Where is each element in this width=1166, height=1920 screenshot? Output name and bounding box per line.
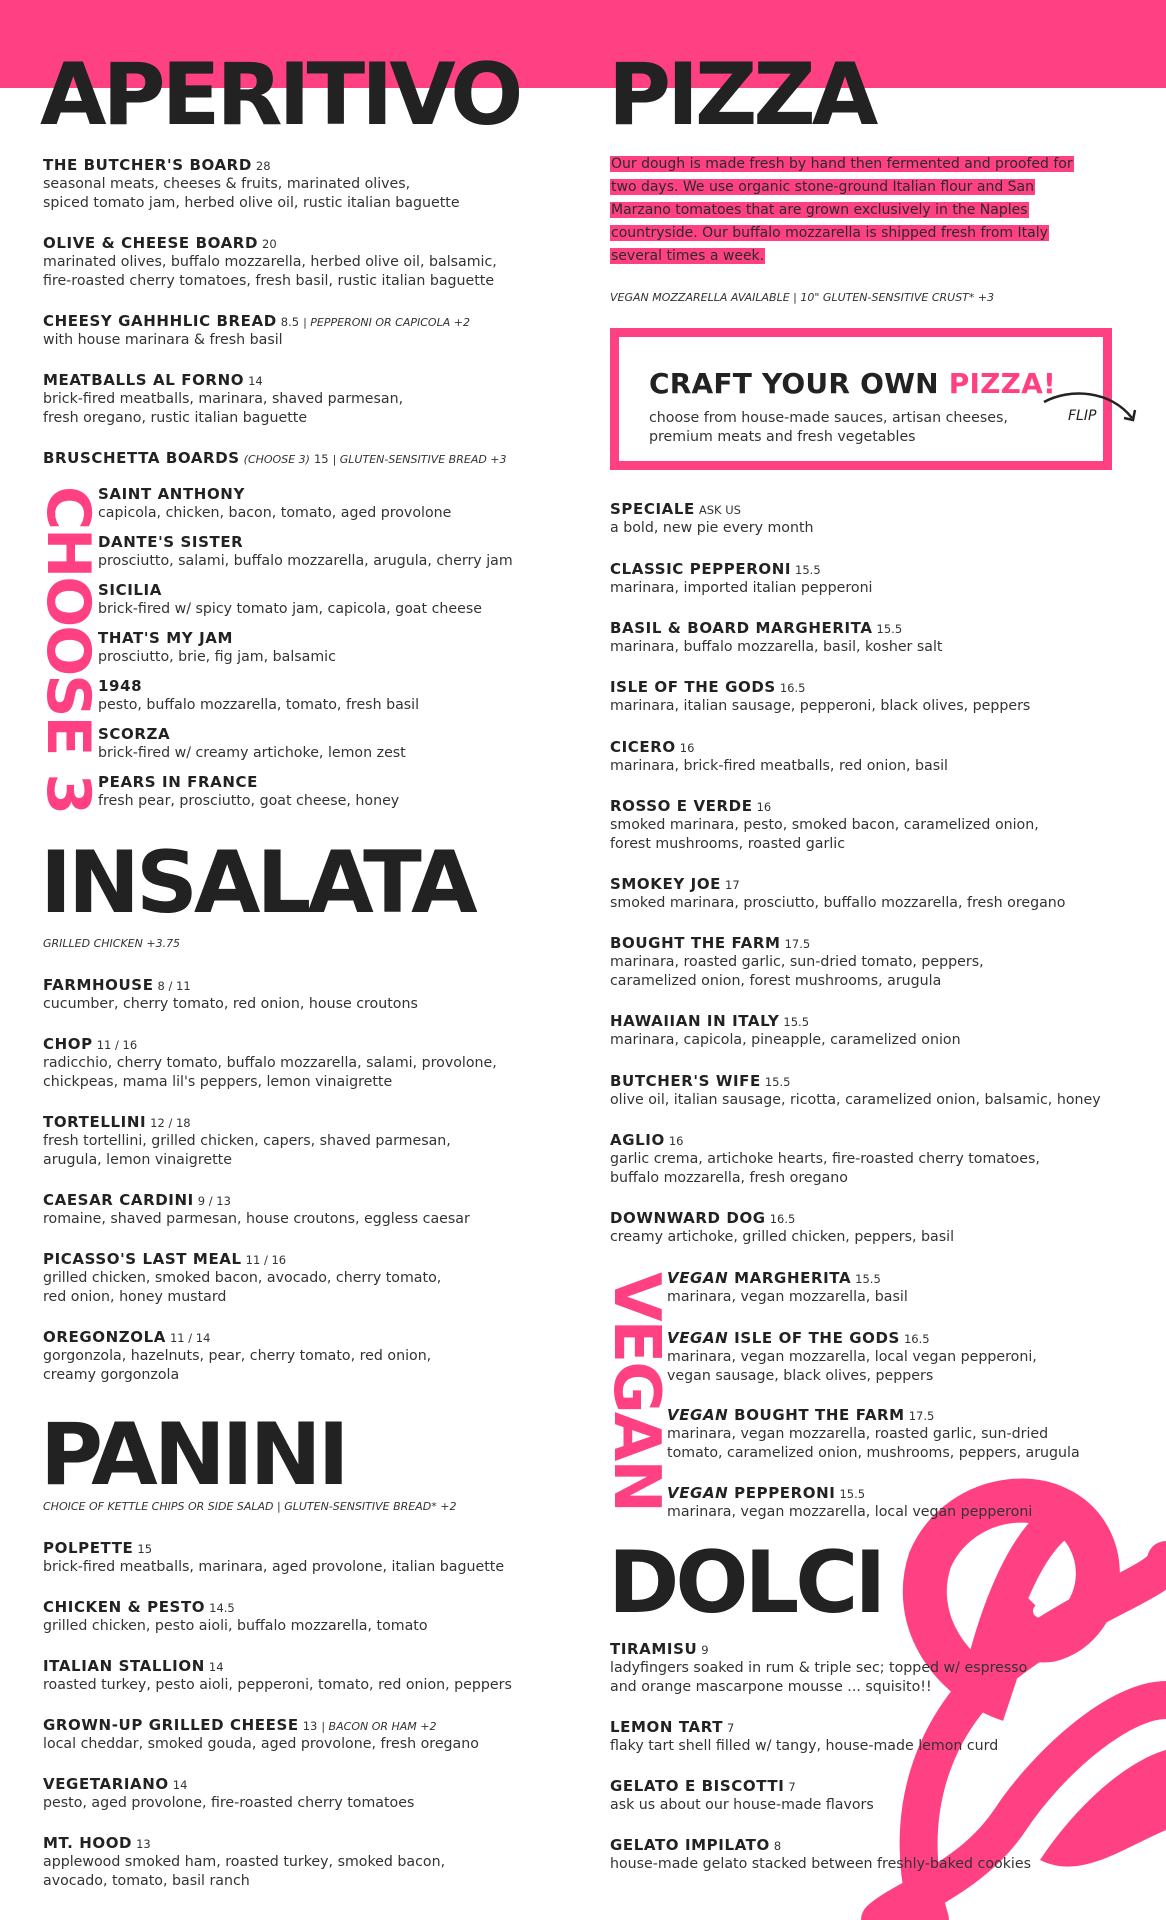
item-name: CHOP [43, 1035, 93, 1053]
item-description: marinara, vegan mozzarella, roasted garlic, sun-dried tomato, caramelized onion, mushrooms, peppers, arugula [667, 1426, 1080, 1461]
item-note: | PEPPERONI OR CAPICOLA +2 [303, 316, 470, 329]
menu-item-header [610, 1639, 1150, 1658]
item-price: 17 [725, 878, 740, 892]
menu-item-header [43, 975, 583, 994]
item-price: 14 [248, 374, 263, 388]
item-price: 12 / 18 [150, 1116, 191, 1130]
item-price: 15.5 [839, 1487, 866, 1501]
menu-item [667, 1328, 1166, 1386]
item-name: SAINT ANTHONY [98, 485, 245, 503]
item-price: 16 [679, 741, 695, 755]
item-price: 11 / 14 [169, 1331, 211, 1345]
insalata-title: INSALATA [40, 833, 474, 933]
item-name: PEPPERONI [734, 1484, 836, 1502]
item-price: 15.5 [783, 1015, 810, 1029]
menu-item-header [667, 1328, 1166, 1347]
item-description: brick-fired meatballs, marinara, aged provolone, italian baguette [43, 1559, 505, 1575]
item-name: SICILIA [98, 581, 162, 599]
item-name: TIRAMISU [610, 1640, 698, 1658]
menu-item [43, 1327, 583, 1385]
item-name: LEMON TART [610, 1718, 724, 1736]
item-name: MT. HOOD [43, 1834, 133, 1852]
item-description: pesto, buffalo mozzarella, tomato, fresh basil [98, 697, 420, 713]
aperitivo-title: APERITIVO [40, 45, 520, 145]
item-description: cucumber, cherry tomato, red onion, house croutons [43, 996, 418, 1012]
item-name: BOUGHT THE FARM [734, 1406, 905, 1424]
item-price: 11 / 16 [96, 1038, 138, 1052]
item-description: gorgonzola, hazelnuts, pear, cherry tomato, red onion, creamy gorgonzola [43, 1348, 432, 1383]
menu-item [43, 1249, 583, 1307]
menu-item-header [610, 933, 1150, 952]
item-price: 14.5 [209, 1601, 235, 1615]
menu-item-header [43, 1249, 583, 1268]
item-description: grilled chicken, smoked bacon, avocado, cherry tomato, red onion, honey mustard [43, 1270, 442, 1305]
pizza-intro [610, 153, 1080, 268]
item-name: THE BUTCHER'S BOARD [43, 156, 252, 174]
item-name: ISLE OF THE GODS [610, 678, 776, 696]
item-price: 15 [313, 452, 329, 466]
menu-item [98, 772, 638, 811]
panini-note: CHOICE OF KETTLE CHIPS OR SIDE SALAD | GLUTEN-SENSITIVE BREAD* +2 [43, 1500, 457, 1513]
menu-item [610, 1639, 1150, 1697]
menu-item [610, 737, 1150, 776]
item-description: roasted turkey, pesto aioli, pepperoni, tomato, red onion, peppers [43, 1677, 512, 1693]
item-name: BRUSCHETTA BOARDS [43, 449, 240, 467]
item-name: GELATO E BISCOTTI [610, 1777, 785, 1795]
item-price: 9 / 13 [197, 1194, 231, 1208]
menu-item-header [98, 532, 638, 551]
menu-item [43, 311, 583, 350]
menu-item-header [98, 772, 638, 791]
menu-item [43, 1597, 583, 1636]
menu-item [43, 1190, 583, 1229]
item-price: 17.5 [908, 1409, 935, 1423]
item-description: capicola, chicken, bacon, tomato, aged provolone [98, 505, 452, 521]
menu-item-header [610, 1130, 1150, 1149]
item-description: house-made gelato stacked between freshly-baked cookies [610, 1856, 1031, 1872]
vegan-prefix: VEGAN [667, 1406, 735, 1424]
item-description: seasonal meats, cheeses & fruits, marinated olives, spiced tomato jam, herbed olive oil, rustic italian baguette [43, 176, 460, 211]
menu-item [98, 724, 638, 763]
item-note: | GLUTEN-SENSITIVE BREAD +3 [332, 453, 507, 466]
menu-item-header [43, 1833, 583, 1852]
pizza-intro-text: Our dough is made fresh by hand then fermented and proofed for two days. We use organic stone-ground Italian flour and San Marzano tomatoes that are grown exclusively in the Naples countryside. Our buffalo mozzarella is shipped fresh from Italy several times a week. [611, 156, 1073, 264]
menu-item [610, 933, 1150, 991]
item-description: prosciutto, salami, buffalo mozzarella, arugula, cherry jam [98, 553, 513, 569]
item-price: 8 [773, 1839, 782, 1853]
item-description: fresh tortellini, grilled chicken, capers, shaved parmesan, arugula, lemon vinaigrette [43, 1133, 451, 1168]
item-name: TORTELLINI [43, 1113, 147, 1131]
vegan-prefix: VEGAN [667, 1329, 735, 1347]
item-name: SMOKEY JOE [610, 875, 722, 893]
item-price: 15 [137, 1542, 153, 1556]
item-description: marinara, vegan mozzarella, local vegan pepperoni, vegan sausage, black olives, peppers [667, 1349, 1037, 1384]
menu-item [610, 1011, 1150, 1050]
menu-item [43, 448, 583, 467]
menu-item-header [610, 1776, 1150, 1795]
item-name: OREGONZOLA [43, 1328, 166, 1346]
menu-item-header [610, 1011, 1150, 1030]
menu-item [610, 874, 1150, 913]
craft-your-own-box [610, 328, 1112, 470]
item-price: 15.5 [855, 1272, 881, 1286]
item-description: a bold, new pie every month [610, 520, 814, 536]
item-description: marinara, buffalo mozzarella, basil, kosher salt [610, 639, 943, 655]
menu-item [610, 1835, 1150, 1874]
menu-item [43, 370, 583, 428]
menu-item [43, 233, 583, 291]
item-name: GELATO IMPILATO [610, 1836, 770, 1854]
menu-item-header [610, 737, 1150, 756]
item-description: smoked marinara, prosciutto, buffallo mozzarella, fresh oregano [610, 895, 1066, 911]
menu-item [610, 1717, 1150, 1756]
item-description: grilled chicken, pesto aioli, buffalo mozzarella, tomato [43, 1618, 428, 1634]
pizza-note: VEGAN MOZZARELLA AVAILABLE | 10" GLUTEN-SENSITIVE CRUST* +3 [610, 291, 995, 304]
pizza-title: PIZZA [608, 45, 875, 145]
vegan-prefix: VEGAN [667, 1269, 735, 1287]
item-price: 14 [172, 1778, 188, 1792]
craft-title [649, 367, 1056, 400]
item-price: 28 [255, 159, 271, 173]
craft-title-text: CRAFT YOUR OWN [649, 367, 939, 400]
item-name: GROWN-UP GRILLED CHEESE [43, 1716, 299, 1734]
item-name: SPECIALE [610, 500, 695, 518]
flip-label: FLIP [1068, 408, 1097, 424]
item-description: marinated olives, buffalo mozzarella, herbed olive oil, balsamic, fire-roasted cherry tomatoes, fresh basil, rustic italian baguette [43, 254, 497, 289]
menu-item-header [43, 1597, 583, 1616]
item-name: PEARS IN FRANCE [98, 773, 258, 791]
menu-item [610, 796, 1150, 854]
item-description: romaine, shaved parmesan, house croutons, eggless caesar [43, 1211, 470, 1227]
menu-item [610, 618, 1150, 657]
item-description: marinara, vegan mozzarella, basil [667, 1289, 908, 1305]
item-price: 16.5 [769, 1212, 796, 1226]
menu-item-header [43, 1190, 583, 1209]
menu-item [667, 1268, 1166, 1307]
item-description: prosciutto, brie, fig jam, balsamic [98, 649, 336, 665]
item-price: 15.5 [764, 1075, 791, 1089]
item-description: pesto, aged provolone, fire-roasted cherry tomatoes [43, 1795, 415, 1811]
item-name: DANTE'S SISTER [98, 533, 244, 551]
item-name: AGLIO [610, 1131, 665, 1149]
menu-item-header [667, 1268, 1166, 1287]
item-name: CHICKEN & PESTO [43, 1598, 206, 1616]
item-price: 16 [756, 800, 772, 814]
menu-item [43, 1833, 583, 1891]
menu-item [610, 1776, 1150, 1815]
menu-item [610, 1130, 1150, 1188]
craft-desc: choose from house-made sauces, artisan cheeses, premium meats and fresh vegetables [649, 410, 1008, 445]
menu-item-header [43, 448, 583, 467]
item-price: 16.5 [903, 1332, 930, 1346]
menu-item-header [98, 676, 638, 695]
item-price: 7 [788, 1780, 796, 1794]
menu-item-header [610, 1835, 1150, 1854]
menu-item-header [98, 724, 638, 743]
menu-item [98, 484, 638, 523]
menu-item [43, 1656, 583, 1695]
item-name: 1948 [98, 677, 143, 695]
item-name: DOWNWARD DOG [610, 1209, 766, 1227]
item-price: 11 / 16 [245, 1253, 287, 1267]
item-price: 8 / 11 [157, 979, 191, 993]
menu-item-header [98, 484, 638, 503]
item-price: 7 [727, 1721, 735, 1735]
item-description: marinara, vegan mozzarella, local vegan pepperoni [667, 1504, 1033, 1520]
menu-item-header [610, 796, 1150, 815]
item-price: 13 [302, 1719, 318, 1733]
item-description: smoked marinara, pesto, smoked bacon, caramelized onion, forest mushrooms, roasted garlic [610, 817, 1039, 852]
item-name: BOUGHT THE FARM [610, 934, 781, 952]
item-description: brick-fired w/ spicy tomato jam, capicola, goat cheese [98, 601, 482, 617]
menu-item-header [43, 155, 583, 174]
menu-item [610, 677, 1150, 716]
item-price: 9 [701, 1643, 709, 1657]
item-price: 16 [668, 1134, 684, 1148]
item-price: 20 [262, 237, 277, 251]
item-name: THAT'S MY JAM [98, 629, 234, 647]
item-description: marinara, capicola, pineapple, caramelized onion [610, 1032, 961, 1048]
menu-item [43, 1715, 583, 1754]
menu-item-header [610, 1717, 1150, 1736]
item-description: garlic crema, artichoke hearts, fire-roasted cherry tomatoes, buffalo mozzarella, fresh oregano [610, 1151, 1040, 1186]
menu-item-header [610, 874, 1150, 893]
item-name: OLIVE & CHEESE BOARD [43, 234, 258, 252]
choose-3-label: CHOOSE 3 [33, 486, 103, 814]
menu-item [610, 499, 1150, 538]
item-description: flaky tart shell filled w/ tangy, house-made lemon curd [610, 1738, 999, 1754]
menu-item-header [43, 370, 583, 389]
menu-item [43, 1034, 583, 1092]
menu-item-header [43, 1327, 583, 1346]
item-price: 14 [208, 1660, 224, 1674]
menu-item [98, 676, 638, 715]
menu-item [667, 1405, 1166, 1463]
item-name: HAWAIIAN IN ITALY [610, 1012, 780, 1030]
menu-item [43, 1112, 583, 1170]
item-description: marinara, roasted garlic, sun-dried tomato, peppers, caramelized onion, forest mushrooms, arugula [610, 954, 984, 989]
item-price: ASK US [698, 503, 741, 517]
item-description: brick-fired meatballs, marinara, shaved parmesan, fresh oregano, rustic italian baguette [43, 391, 404, 426]
item-description: creamy artichoke, grilled chicken, peppers, basil [610, 1229, 955, 1245]
menu-item [98, 628, 638, 667]
menu-item [98, 580, 638, 619]
menu-item-header [610, 499, 1150, 518]
menu-item-header [43, 233, 583, 252]
item-description: applewood smoked ham, roasted turkey, smoked bacon, avocado, tomato, basil ranch [43, 1854, 446, 1889]
item-name: MARGHERITA [734, 1269, 852, 1287]
item-description: with house marinara & fresh basil [43, 332, 283, 348]
menu-item [43, 1538, 583, 1577]
panini-title: PANINI [40, 1405, 346, 1505]
menu-item-header [610, 559, 1150, 578]
dolci-title: DOLCI [608, 1533, 883, 1633]
item-choose-note: (CHOOSE 3) [243, 453, 310, 466]
menu-item [43, 155, 583, 213]
item-description: marinara, imported italian pepperoni [610, 580, 873, 596]
menu-item-header [43, 1656, 583, 1675]
insalata-note: GRILLED CHICKEN +3.75 [43, 937, 181, 950]
menu-item-header [610, 1208, 1150, 1227]
vegan-prefix: VEGAN [667, 1484, 735, 1502]
item-description: ladyfingers soaked in rum & triple sec; topped w/ espresso and orange mascarpone mousse ... squisito!! [610, 1660, 1028, 1695]
item-name: POLPETTE [43, 1539, 134, 1557]
item-description: olive oil, italian sausage, ricotta, caramelized onion, balsamic, honey [610, 1092, 1101, 1108]
item-name: SCORZA [98, 725, 171, 743]
menu-item-header [43, 1774, 583, 1793]
item-description: marinara, brick-fired meatballs, red onion, basil [610, 758, 948, 774]
menu-item-header [610, 1071, 1150, 1090]
item-name: MEATBALLS AL FORNO [43, 371, 245, 389]
item-price: 16.5 [779, 681, 806, 695]
menu-item-header [43, 1715, 583, 1734]
menu-item-header [43, 311, 583, 330]
menu-item-header [610, 618, 1150, 637]
item-name: CHEESY GAHHHLIC BREAD [43, 312, 277, 330]
vegan-label: VEGAN [599, 1272, 673, 1511]
item-description: radicchio, cherry tomato, buffalo mozzarella, salami, provolone, chickpeas, mama lil's peppers, lemon vinaigrette [43, 1055, 497, 1090]
item-name: CAESAR CARDINI [43, 1191, 194, 1209]
item-description: brick-fired w/ creamy artichoke, lemon zest [98, 745, 406, 761]
item-name: CLASSIC PEPPERONI [610, 560, 792, 578]
menu-item-header [667, 1405, 1166, 1424]
menu-item-header [610, 677, 1150, 696]
item-price: 8.5 [280, 315, 300, 329]
menu-item-header [43, 1034, 583, 1053]
menu-item [610, 1071, 1150, 1110]
item-description: fresh pear, prosciutto, goat cheese, honey [98, 793, 400, 809]
item-price: 13 [136, 1837, 151, 1851]
craft-title-accent: PIZZA! [948, 367, 1056, 400]
menu-item-header [98, 628, 638, 647]
item-name: VEGETARIANO [43, 1775, 169, 1793]
item-name: BUTCHER'S WIFE [610, 1072, 761, 1090]
item-name: ROSSO E VERDE [610, 797, 753, 815]
item-note: | BACON OR HAM +2 [321, 1720, 437, 1733]
menu-item-header [98, 580, 638, 599]
menu-item-header [43, 1538, 583, 1557]
menu-item [98, 532, 638, 571]
item-name: FARMHOUSE [43, 976, 154, 994]
item-description: local cheddar, smoked gouda, aged provolone, fresh oregano [43, 1736, 479, 1752]
item-price: 15.5 [795, 563, 821, 577]
item-name: BASIL & BOARD MARGHERITA [610, 619, 873, 637]
menu-item-header [667, 1483, 1166, 1502]
item-name: ISLE OF THE GODS [734, 1329, 900, 1347]
item-description: ask us about our house-made flavors [610, 1797, 874, 1813]
item-price: 17.5 [784, 937, 811, 951]
menu-item-header [43, 1112, 583, 1131]
item-description: marinara, italian sausage, pepperoni, black olives, peppers [610, 698, 1031, 714]
menu-item [43, 975, 583, 1014]
item-price: 15.5 [876, 622, 903, 636]
item-name: CICERO [610, 738, 676, 756]
menu-item [667, 1483, 1166, 1522]
menu-item [610, 559, 1150, 598]
item-name: ITALIAN STALLION [43, 1657, 205, 1675]
item-name: PICASSO'S LAST MEAL [43, 1250, 242, 1268]
menu-item [43, 1774, 583, 1813]
menu-item [610, 1208, 1150, 1247]
